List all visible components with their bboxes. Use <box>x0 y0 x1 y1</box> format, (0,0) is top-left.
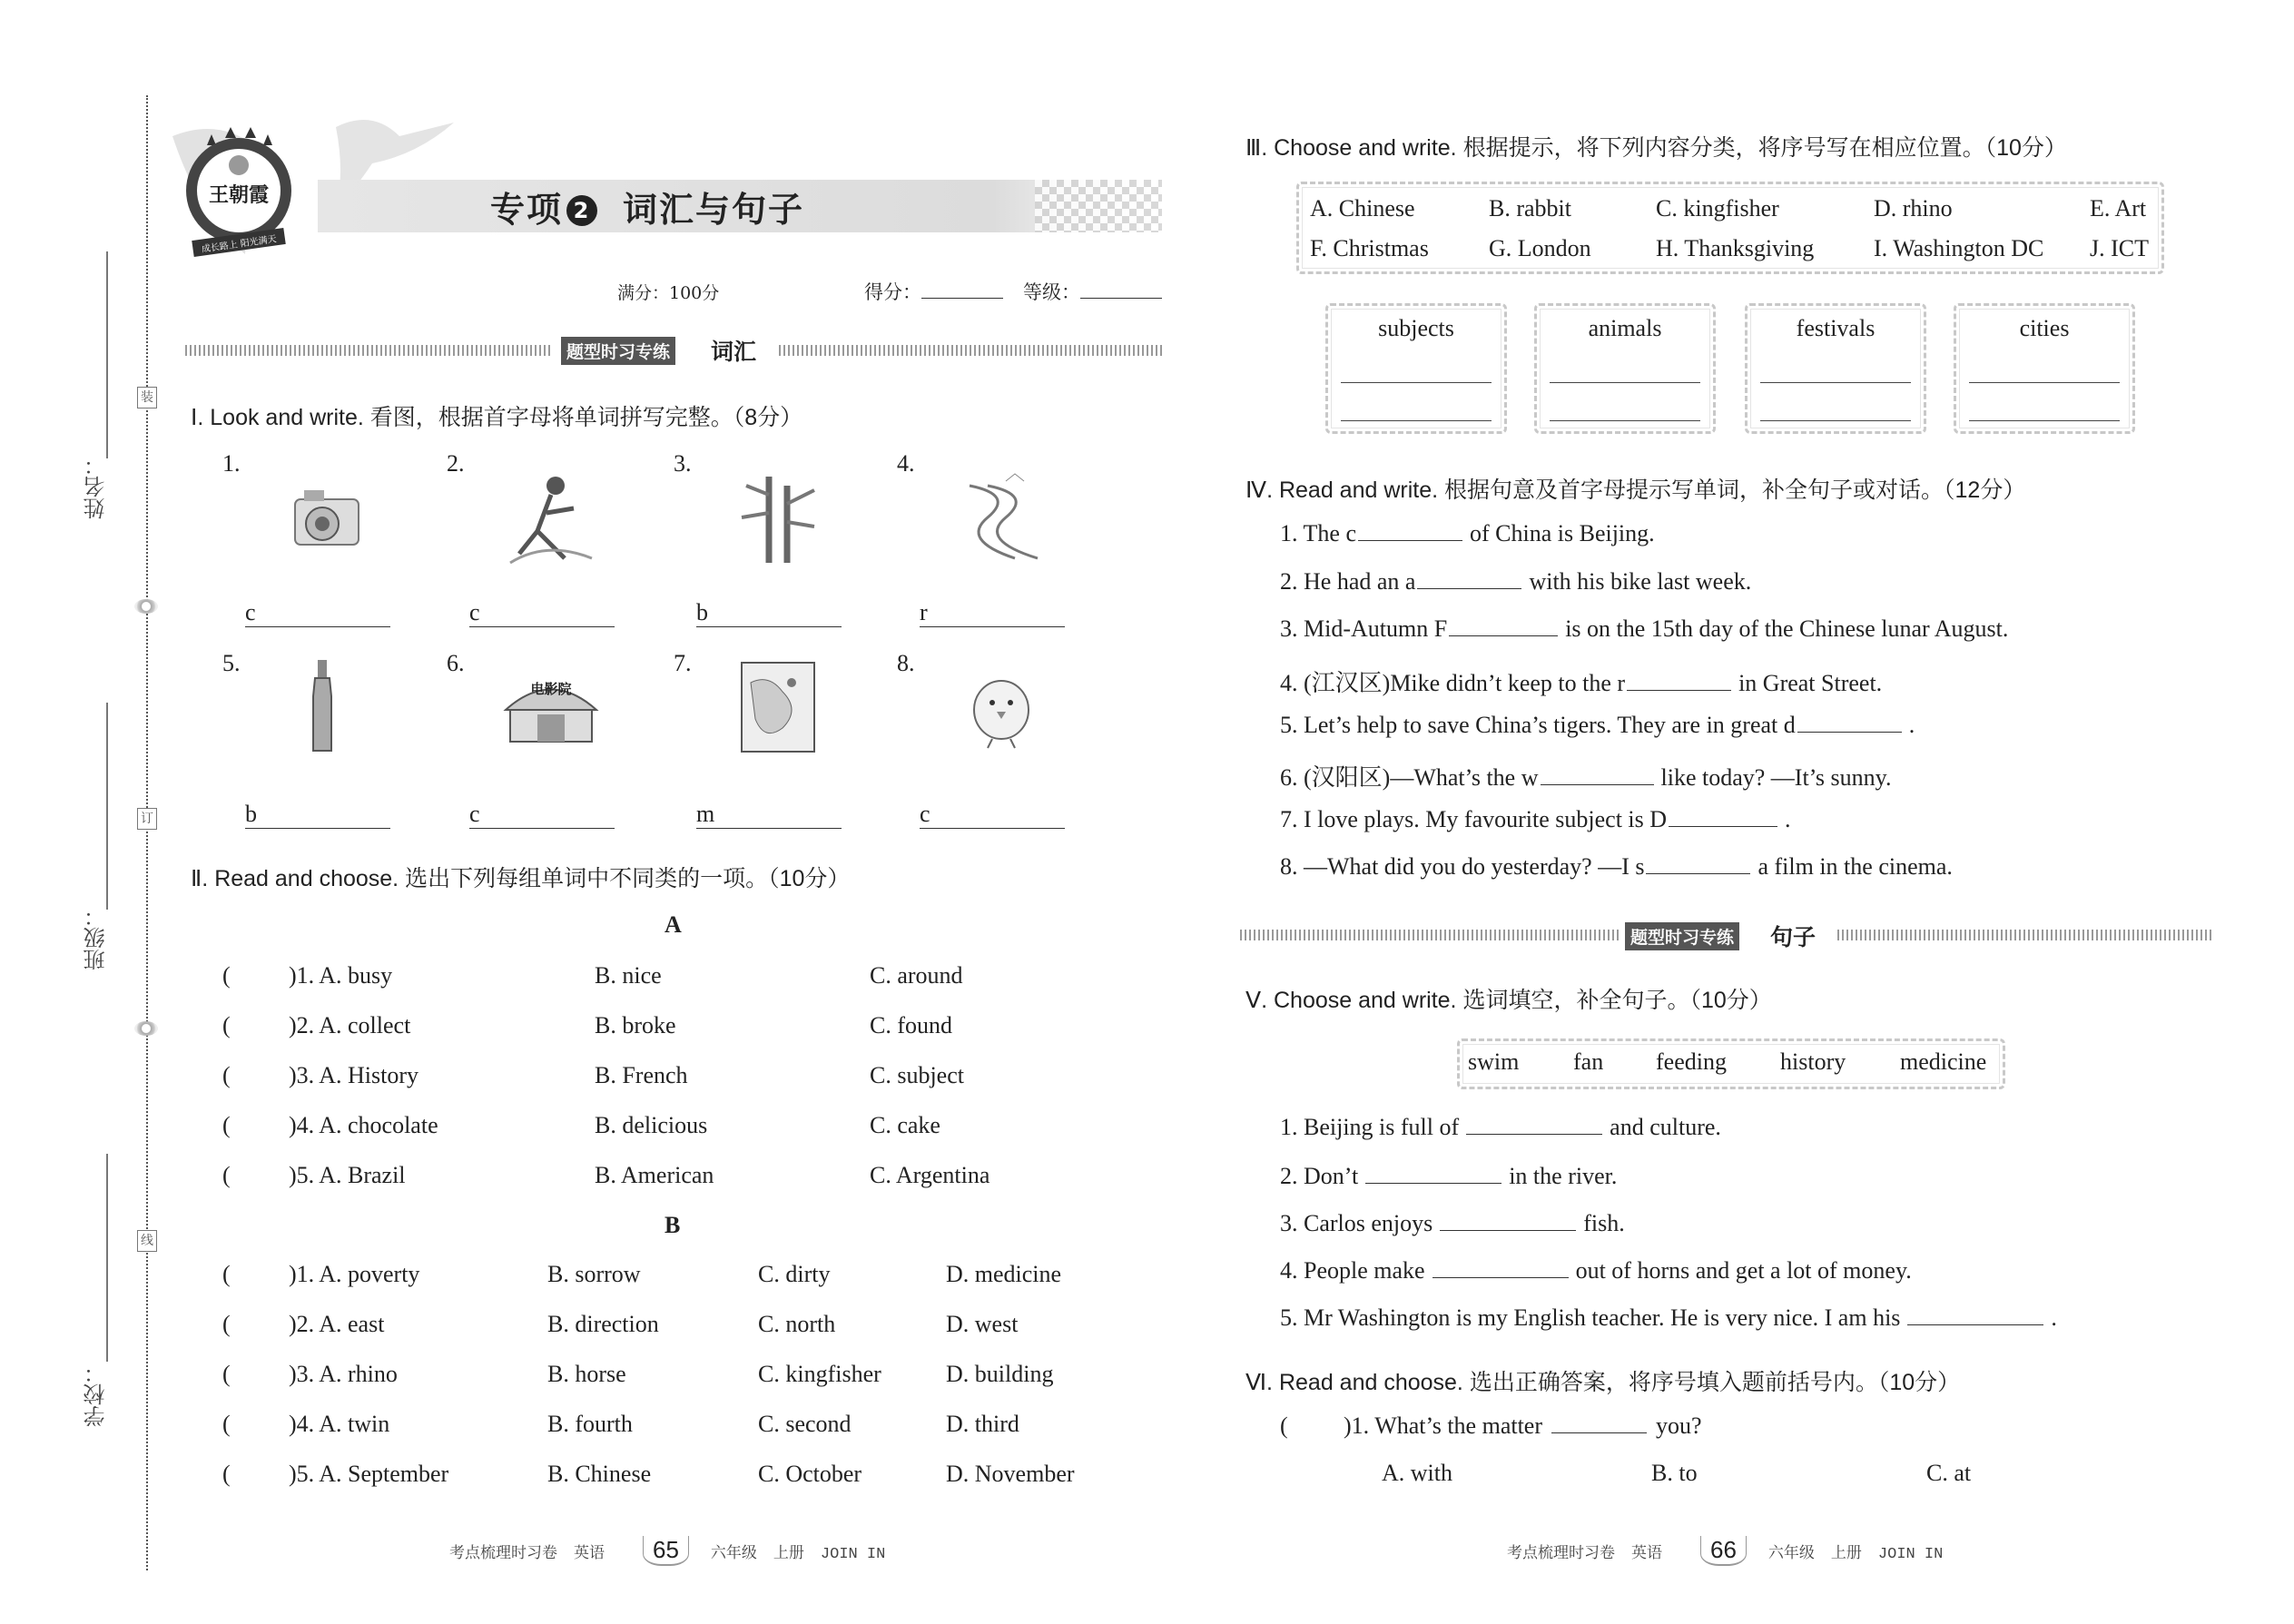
option-b: B. direction <box>547 1311 659 1337</box>
score-field[interactable]: 得分： <box>864 278 1003 305</box>
initial-letter: c <box>920 801 930 827</box>
initial-letter: b <box>245 801 257 827</box>
option-d: D. third <box>946 1411 1019 1437</box>
option-d: D. west <box>946 1311 1019 1337</box>
answer-line[interactable] <box>1341 420 1492 421</box>
option-b: B. American <box>595 1162 714 1188</box>
section-divider <box>1240 930 1621 940</box>
sentence-start: 5. Let’s help to save China’s tigers. They are in great d <box>1280 712 1796 738</box>
initial-letter: r <box>920 599 928 625</box>
option-b: B. fourth <box>547 1411 633 1437</box>
sentence-start: 8. —What did you do yesterday? —I s <box>1280 853 1645 880</box>
sentence-end: . <box>2051 1304 2057 1331</box>
section-tag: 题型时习专练 <box>561 337 675 365</box>
option-b: B. Chinese <box>547 1461 652 1487</box>
word-option: feeding <box>1656 1048 1727 1075</box>
option-c: C. Argentina <box>870 1162 990 1188</box>
answer-blank[interactable] <box>1541 764 1654 785</box>
answer-line[interactable] <box>1969 382 2120 383</box>
q6-heading: Ⅵ. Read and choose. 选出正确答案，将序号填入题前括号内。（10分） <box>1245 1370 1961 1395</box>
sentence-end: like today? —It’s sunny. <box>1660 764 1892 791</box>
binding-dotted-line <box>146 95 148 1570</box>
answer-blank[interactable] <box>1433 1257 1569 1278</box>
sentence-start: 1. The c <box>1280 520 1356 546</box>
sentence-end: in the river. <box>1509 1163 1618 1189</box>
bamboo-icon <box>728 468 828 567</box>
fill-in-item <box>1280 568 1751 595</box>
answer-line[interactable] <box>1341 382 1492 383</box>
option-c: C. kingfisher <box>758 1361 881 1387</box>
q3-heading: Ⅲ. Choose and write. 根据提示，将下列内容分类，将序号写在相应位置。（10分） <box>1245 135 2067 161</box>
option-b: B. delicious <box>595 1112 708 1138</box>
answer-blank[interactable] <box>1417 568 1521 589</box>
swirl-icon <box>134 599 158 614</box>
section-divider <box>1837 930 2213 940</box>
answer-paren[interactable]: ( <box>222 1261 231 1287</box>
choice-option: B. to <box>1651 1460 1698 1486</box>
option-b: B. nice <box>595 962 662 989</box>
option-a: )1. A. busy <box>289 962 393 989</box>
option-d: D. medicine <box>946 1261 1062 1287</box>
answer-line[interactable] <box>1969 420 2120 421</box>
section-title-vocab: 词汇 <box>711 339 757 365</box>
section-title-sentence: 句子 <box>1770 924 1816 950</box>
option-c: C. around <box>870 962 963 989</box>
class-line[interactable] <box>106 703 108 910</box>
answer-paren[interactable]: ( <box>222 962 231 989</box>
option-d: D. November <box>946 1461 1075 1487</box>
answer-blank[interactable] <box>245 801 390 829</box>
answer-paren[interactable]: ( <box>222 1461 231 1487</box>
stem-start: )1. What’s the matter <box>1344 1412 1543 1439</box>
option-a: )3. A. History <box>289 1062 418 1088</box>
option-c: C. subject <box>870 1062 964 1088</box>
sentence-start: 3. Mid-Autumn F <box>1280 615 1448 642</box>
chick-icon <box>951 655 1051 755</box>
initial-letter: b <box>696 599 708 625</box>
option-c: C. found <box>870 1012 952 1038</box>
option-c: C. cake <box>870 1112 940 1138</box>
sentence-start: 7. I love plays. My favourite subject is D <box>1280 806 1668 832</box>
initial-letter: c <box>245 599 256 625</box>
fill-in-item <box>1280 1163 1617 1190</box>
sentence-start: 2. He had an a <box>1280 568 1416 595</box>
question-stem <box>1344 1412 1702 1440</box>
group-a-label: A <box>665 911 682 938</box>
answer-blank[interactable] <box>1797 712 1902 733</box>
fill-in-item <box>1280 806 1791 833</box>
binding-mark: 订 <box>137 808 157 830</box>
map-icon <box>728 655 828 755</box>
fill-in-item <box>1280 664 1882 698</box>
initial-letter: c <box>469 599 480 625</box>
fill-in-item <box>1280 615 2008 643</box>
sentence-end: of China is Beijing. <box>1470 520 1655 546</box>
q4-heading: Ⅳ. Read and write. 根据句意及首字母提示写单词，补全句子或对话。（12分） <box>1245 477 2026 503</box>
answer-blank[interactable] <box>1466 1114 1602 1135</box>
word-option: swim <box>1468 1048 1520 1075</box>
checker-pattern <box>1035 180 1162 232</box>
answer-blank[interactable] <box>469 801 615 829</box>
svg-text:电影院: 电影院 <box>530 681 572 697</box>
sentence-start: 1. Beijing is full of <box>1280 1114 1460 1140</box>
item-number: 7. <box>674 650 692 676</box>
answer-blank[interactable] <box>1358 520 1462 541</box>
option-a: )2. A. collect <box>289 1012 411 1038</box>
section-divider <box>185 345 552 356</box>
option-b: B. broke <box>595 1012 676 1038</box>
sentence-end: a film in the cinema. <box>1757 853 1953 880</box>
category-label: festivals <box>1796 315 1876 341</box>
climbing-person-icon <box>501 468 601 567</box>
option-item: J. ICT <box>2090 235 2149 261</box>
answer-blank[interactable] <box>920 599 1065 627</box>
sentence-end: . <box>1785 806 1791 832</box>
item-number: 2. <box>447 450 465 477</box>
category-box <box>1534 303 1716 434</box>
sentence-start: 3. Carlos enjoys <box>1280 1210 1433 1236</box>
choice-option: A. with <box>1382 1460 1452 1486</box>
sentence-end: is on the 15th day of the Chinese lunar August. <box>1565 615 2009 642</box>
option-a: )5. A. September <box>289 1461 449 1487</box>
answer-paren[interactable]: ( <box>222 1162 231 1188</box>
answer-blank[interactable] <box>469 599 615 627</box>
category-box <box>1954 303 2135 434</box>
option-d: D. building <box>946 1361 1054 1387</box>
fill-in-item <box>1280 1304 2057 1332</box>
answer-blank[interactable] <box>245 599 390 627</box>
option-item: D. rhino <box>1874 195 1953 221</box>
brand-logo <box>180 127 298 259</box>
option-c: C. second <box>758 1411 852 1437</box>
word-option: history <box>1780 1048 1846 1075</box>
answer-blank[interactable] <box>1907 1304 2043 1325</box>
svg-text:成长路上 阳光满天: 成长路上 阳光满天 <box>201 234 278 255</box>
option-c: C. dirty <box>758 1261 831 1287</box>
option-a: )4. A. twin <box>289 1411 390 1437</box>
answer-paren[interactable]: ( <box>222 1361 231 1387</box>
page-title: 专项 2 词汇与句子 <box>490 190 805 230</box>
option-a: )1. A. poverty <box>289 1261 420 1287</box>
stem-end: you? <box>1656 1412 1702 1439</box>
bottle-icon <box>277 655 377 755</box>
category-box <box>1325 303 1507 434</box>
answer-paren[interactable]: ( <box>222 1112 231 1138</box>
fill-in-item <box>1280 759 1891 792</box>
footer-right: 考点梳理时习卷 英语 66 六年级 上册 JOIN IN <box>1507 1536 1959 1566</box>
svg-text:王朝霞: 王朝霞 <box>208 183 270 207</box>
option-c: C. north <box>758 1311 836 1337</box>
option-a: )5. A. Brazil <box>289 1162 406 1188</box>
option-c: C. October <box>758 1461 862 1487</box>
option-item: I. Washington DC <box>1874 235 2044 261</box>
binding-mark: 线 <box>137 1230 157 1252</box>
full-score: 满分：100分 <box>617 283 720 303</box>
answer-paren[interactable]: ( <box>1280 1412 1288 1439</box>
answer-line[interactable] <box>1760 382 1911 383</box>
answer-line[interactable] <box>1550 382 1700 383</box>
q5-heading: Ⅴ. Choose and write. 选词填空，补全句子。（10分） <box>1245 988 1772 1013</box>
item-number: 6. <box>447 650 465 676</box>
fill-in-item <box>1280 1257 1912 1284</box>
option-b: B. sorrow <box>547 1261 641 1287</box>
fill-in-item <box>1280 712 1915 739</box>
answer-line[interactable] <box>1760 420 1911 421</box>
word-option: fan <box>1573 1048 1604 1075</box>
answer-blank[interactable] <box>1440 1210 1576 1231</box>
answer-blank[interactable] <box>920 801 1065 829</box>
initial-letter: m <box>696 801 715 827</box>
sentence-end: in Great Street. <box>1738 670 1883 696</box>
answer-blank <box>1551 1412 1647 1433</box>
page-number: 65 <box>643 1536 689 1566</box>
option-item: C. kingfisher <box>1656 195 1779 221</box>
section-divider <box>779 345 1162 356</box>
sentence-end: and culture. <box>1610 1114 1721 1140</box>
option-a: )3. A. rhino <box>289 1361 398 1387</box>
footer-left: 考点梳理时习卷 英语 65 六年级 上册 JOIN IN <box>449 1536 901 1566</box>
river-icon <box>951 468 1051 567</box>
class-label: 班级： <box>84 905 109 970</box>
option-item: H. Thanksgiving <box>1656 235 1815 261</box>
option-a: )2. A. east <box>289 1311 385 1337</box>
answer-blank[interactable] <box>1627 670 1731 691</box>
name-line[interactable] <box>106 251 108 458</box>
option-item: B. rabbit <box>1489 195 1571 221</box>
option-a: )4. A. chocolate <box>289 1112 438 1138</box>
item-number: 8. <box>897 650 915 676</box>
category-label: animals <box>1588 315 1662 341</box>
sentence-end: out of horns and get a lot of money. <box>1575 1257 1912 1284</box>
group-b-label: B <box>665 1212 681 1238</box>
choice-option: C. at <box>1926 1460 1972 1486</box>
sentence-start: 5. Mr Washington is my English teacher. He is very nice. I am his <box>1280 1304 1901 1331</box>
school-label: 学校： <box>84 1362 109 1427</box>
binding-mark: 装 <box>137 387 157 408</box>
category-label: cities <box>2019 315 2070 341</box>
sentence-start: 2. Don’t <box>1280 1163 1359 1189</box>
option-item: G. London <box>1489 235 1591 261</box>
fill-in-item <box>1280 520 1655 547</box>
answer-paren[interactable]: ( <box>222 1311 231 1337</box>
cinema-icon <box>501 655 601 755</box>
q1-heading: Ⅰ. Look and write. 看图，根据首字母将单词拼写完整。（8分） <box>191 405 803 430</box>
item-number: 4. <box>897 450 915 477</box>
answer-blank[interactable] <box>1669 806 1777 827</box>
answer-blank[interactable] <box>696 599 842 627</box>
answer-paren[interactable]: ( <box>222 1062 231 1088</box>
answer-line[interactable] <box>1550 420 1700 421</box>
option-b: B. horse <box>547 1361 626 1387</box>
option-item: A. Chinese <box>1310 195 1415 221</box>
q2-heading: Ⅱ. Read and choose. 选出下列每组单词中不同类的一项。（10分） <box>191 866 851 891</box>
initial-letter: c <box>469 801 480 827</box>
item-number: 1. <box>222 450 241 477</box>
option-item: E. Art <box>2090 195 2147 221</box>
sentence-start: 4. People make <box>1280 1257 1425 1284</box>
school-line[interactable] <box>106 1154 108 1362</box>
option-b: B. French <box>595 1062 688 1088</box>
sentence-start: 4. (江汉区)Mike didn’t keep to the r <box>1280 670 1626 696</box>
category-label: subjects <box>1378 315 1454 341</box>
section-tag: 题型时习专练 <box>1625 922 1739 950</box>
category-box <box>1745 303 1926 434</box>
swirl-icon <box>134 1021 158 1036</box>
answer-blank[interactable] <box>1365 1163 1501 1184</box>
page-number: 66 <box>1700 1536 1747 1566</box>
fill-in-item <box>1280 1114 1721 1141</box>
sentence-start: 6. (汉阳区)—What’s the w <box>1280 764 1539 791</box>
name-label: 姓名： <box>84 454 109 519</box>
sentence-end: . <box>1908 712 1915 738</box>
sentence-end: fish. <box>1583 1210 1625 1236</box>
answer-blank[interactable] <box>1449 615 1558 636</box>
answer-blank[interactable] <box>1646 853 1750 874</box>
sentence-end: with his bike last week. <box>1529 568 1752 595</box>
item-number: 5. <box>222 650 241 676</box>
fill-in-item <box>1280 853 1953 881</box>
item-number: 3. <box>674 450 692 477</box>
word-option: medicine <box>1900 1048 1987 1075</box>
fill-in-item <box>1280 1210 1625 1237</box>
answer-paren[interactable]: ( <box>222 1411 231 1437</box>
grade-field[interactable]: 等级： <box>1023 278 1162 305</box>
answer-blank[interactable] <box>696 801 842 829</box>
camera-icon <box>277 468 377 567</box>
option-item: F. Christmas <box>1310 235 1429 261</box>
answer-paren[interactable]: ( <box>222 1012 231 1038</box>
